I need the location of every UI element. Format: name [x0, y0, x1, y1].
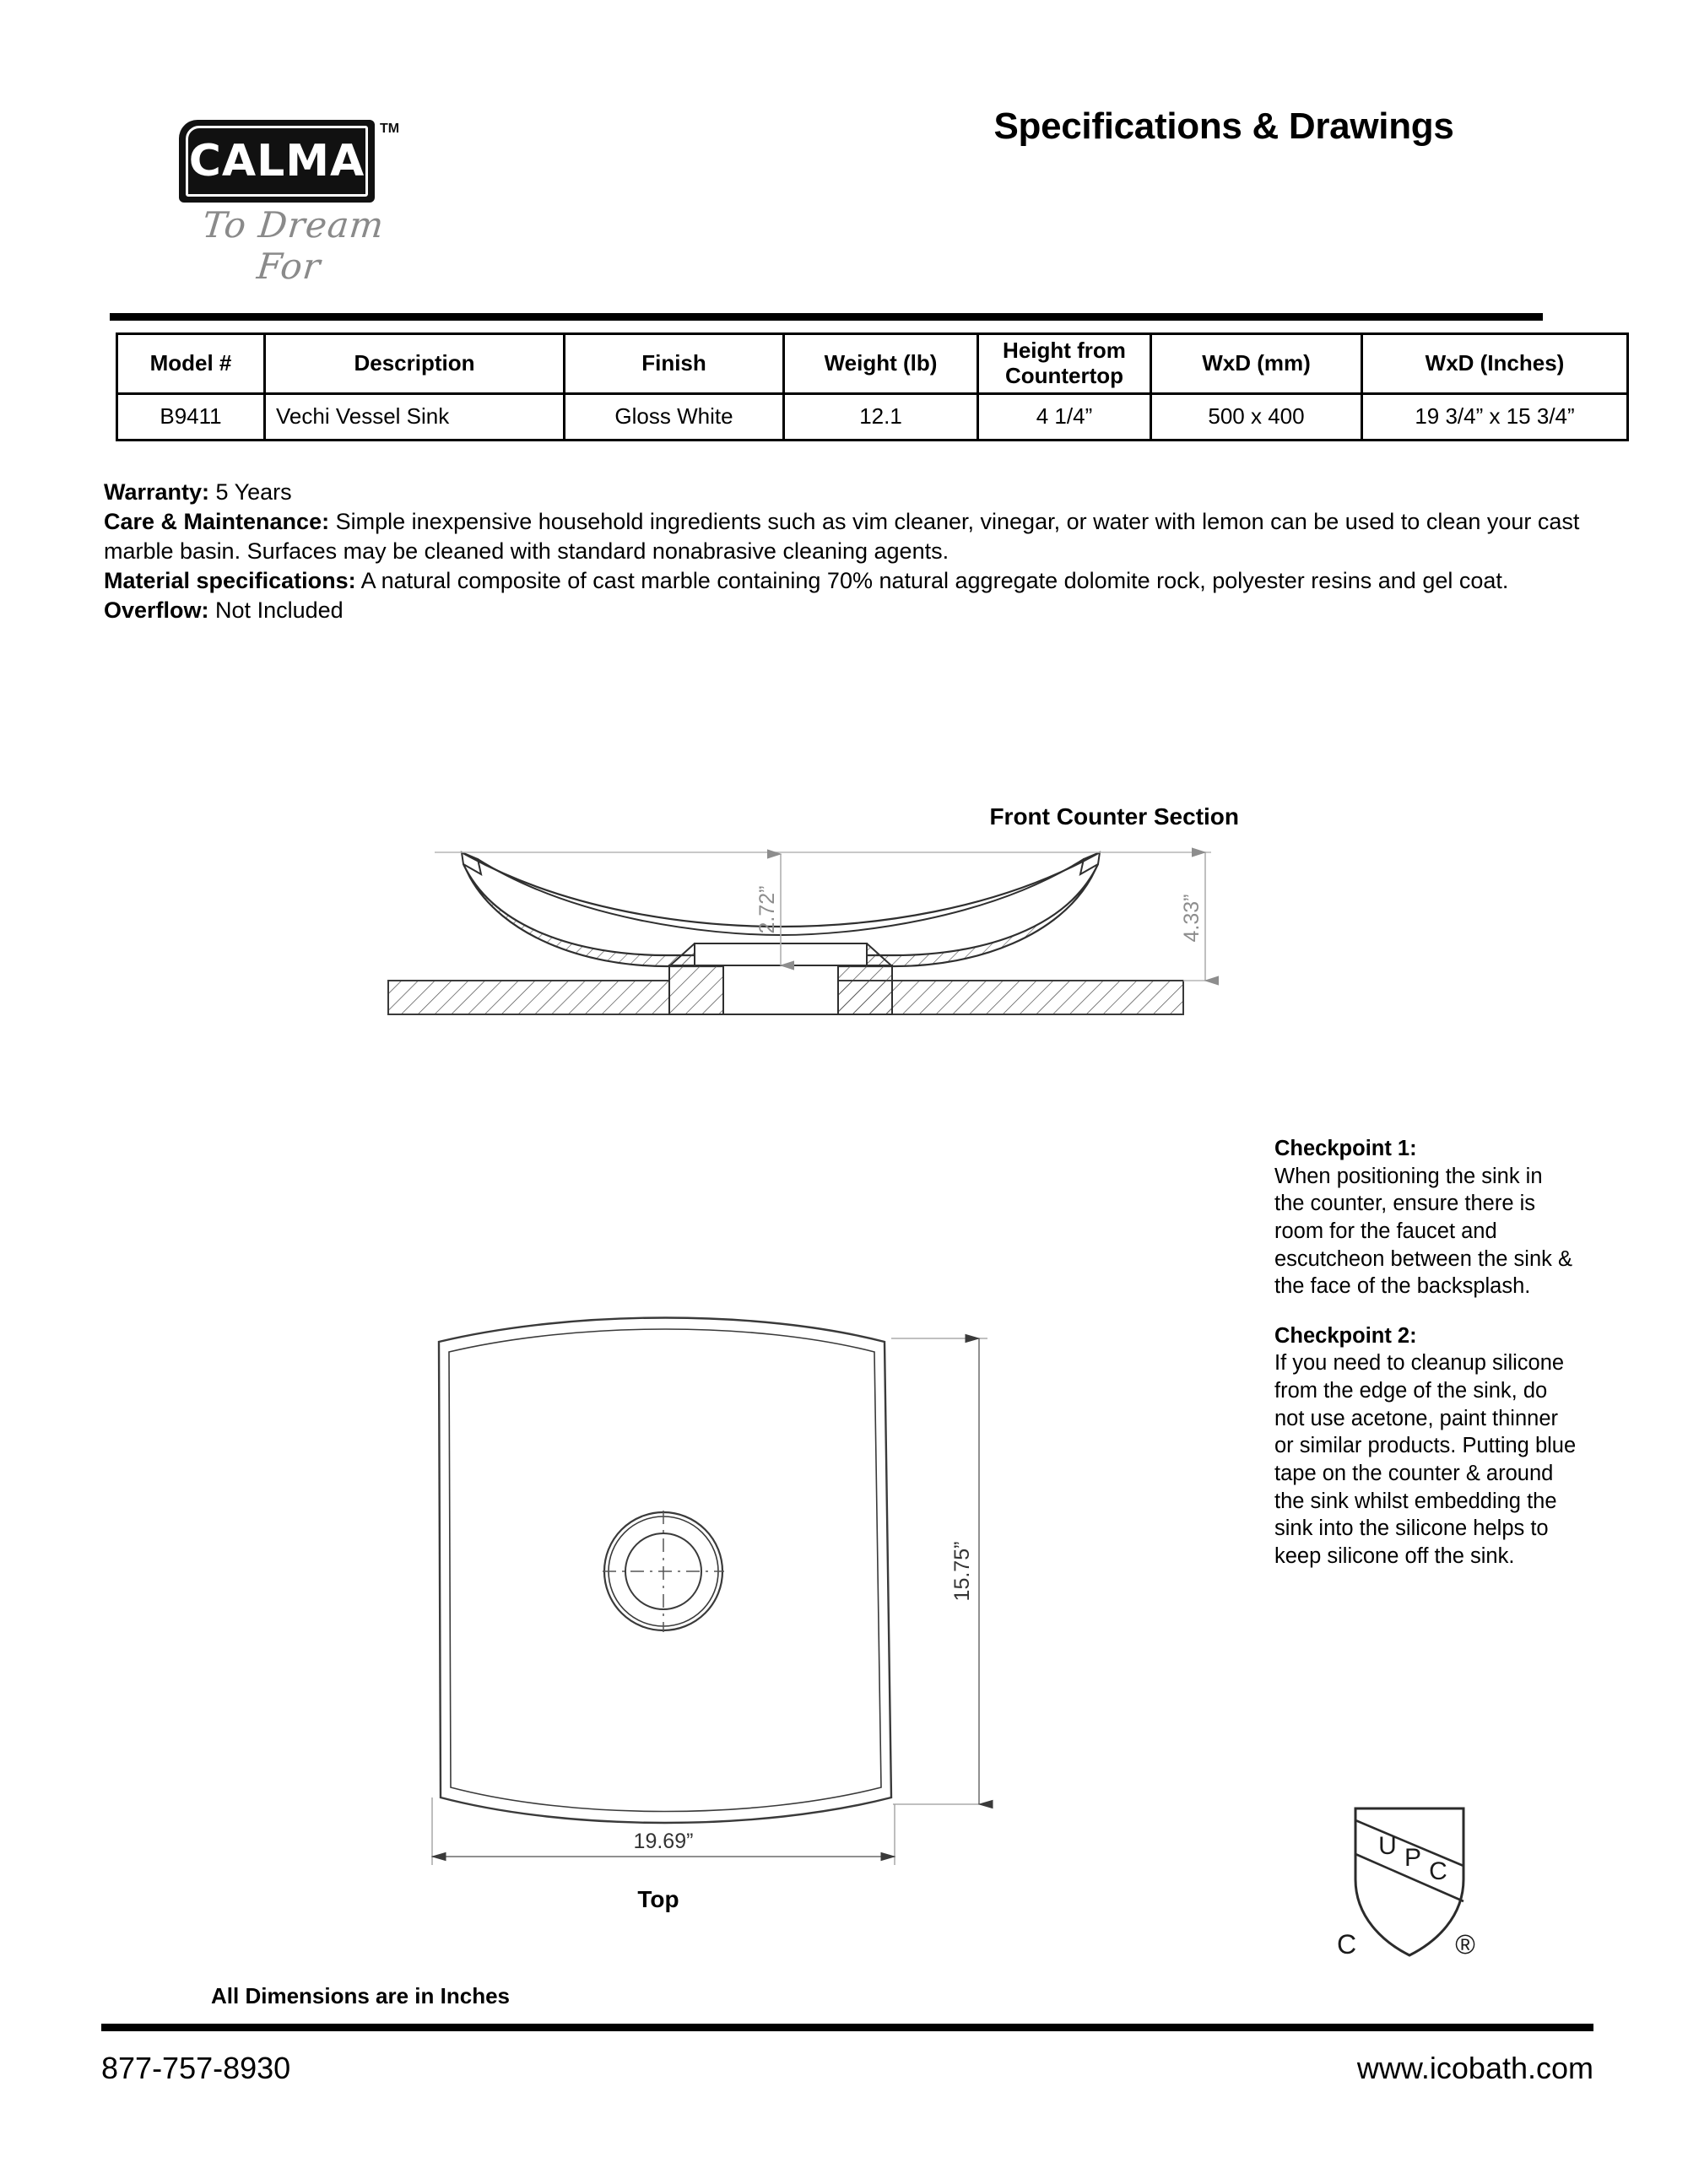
- footer-divider: [101, 2024, 1593, 2031]
- cell-model: B9411: [117, 394, 265, 441]
- checkpoints-panel: [1274, 1135, 1578, 1592]
- material-label: Material specifications:: [104, 568, 356, 594]
- warranty-line: [104, 478, 1589, 507]
- trademark-icon: TM: [380, 122, 400, 136]
- upc-certification-logo: [1325, 1802, 1494, 1966]
- shield-letter-u: U: [1378, 1832, 1397, 1860]
- cell-height: 4 1/4”: [978, 394, 1151, 441]
- material-value: A natural composite of cast marble containing 70% natural aggregate dolomite rock, polyester resins and gel coat.: [360, 568, 1509, 594]
- shield-letter-p: P: [1404, 1844, 1422, 1872]
- registered-trademark-icon: ®: [1455, 1929, 1475, 1960]
- warranty-label: Warranty:: [104, 479, 210, 505]
- column-header-weight: Weight (lb): [784, 334, 978, 394]
- column-header-model: Model #: [117, 334, 265, 394]
- checkpoint-2-heading: Checkpoint 2:: [1274, 1323, 1417, 1348]
- table-header-row: [117, 334, 1628, 394]
- overflow-line: [104, 596, 1589, 625]
- cell-description: Vechi Vessel Sink: [265, 394, 565, 441]
- dimension-width-label: 19.69”: [633, 1830, 694, 1853]
- dimension-inner-depth-label: 2.72”: [755, 885, 779, 934]
- footer-phone: 877-757-8930: [101, 2051, 291, 2085]
- dimension-overall-height: [1180, 852, 1205, 981]
- logo-badge: [179, 120, 375, 203]
- page-header: [0, 0, 1688, 312]
- top-view-drawing: [397, 1257, 1139, 1933]
- checkpoint-1-heading: Checkpoint 1:: [1274, 1137, 1417, 1160]
- material-line: [104, 566, 1589, 596]
- care-value: Simple inexpensive household ingredients such as vim cleaner, vinegar, or water with lemon can be used to clean your cast marble basin. Surfaces may be cleaned with standard nonabrasive cleaning agents.: [104, 509, 1580, 565]
- section-view-title: Front Counter Section: [989, 803, 1239, 830]
- column-header-height: Height from Countertop: [978, 334, 1151, 394]
- page-title: Specifications & Drawings: [993, 105, 1454, 147]
- cell-wxd-inches: 19 3/4” x 15 3/4”: [1362, 394, 1628, 441]
- top-view-caption: Top: [637, 1886, 679, 1912]
- care-line: [104, 507, 1589, 566]
- basin-outer-outline: [439, 1318, 891, 1824]
- checkpoint-2-body: If you need to cleanup silicone from the edge of the sink, do not use acetone, paint thinner or similar products. Putting blue tape on the counter & around the sink whilst embedding the sink into the silicone helps to keep silicone off the sink.: [1274, 1351, 1577, 1568]
- column-header-description: Description: [265, 334, 565, 394]
- checkpoint-1: [1274, 1135, 1578, 1300]
- top-view-svg: [397, 1257, 1139, 1933]
- logo-wordmark: CALMA: [188, 136, 365, 187]
- dimension-overall-height-label: 4.33”: [1180, 894, 1204, 943]
- brand-logo: [169, 120, 422, 287]
- cell-weight: 12.1: [784, 394, 978, 441]
- care-label: Care & Maintenance:: [104, 509, 330, 535]
- countertop-slab-left: [388, 981, 669, 1014]
- table-row: [117, 394, 1628, 441]
- warranty-value: 5 Years: [215, 479, 292, 505]
- shield-letter-c: C: [1429, 1857, 1447, 1885]
- specification-table: [116, 332, 1629, 441]
- dimension-depth-label: 15.75”: [950, 1541, 974, 1602]
- column-header-wxd-inches: WxD (Inches): [1362, 334, 1628, 394]
- header-divider: [110, 313, 1543, 321]
- upc-shield-svg: [1325, 1802, 1494, 1966]
- column-header-wxd-mm: WxD (mm): [1151, 334, 1362, 394]
- footer-website: www.icobath.com: [1356, 2051, 1593, 2085]
- dimensions-note: All Dimensions are in Inches: [211, 1983, 510, 2008]
- checkpoint-2: [1274, 1322, 1578, 1570]
- dimension-depth: [891, 1338, 987, 1804]
- cell-wxd-mm: 500 x 400: [1151, 394, 1362, 441]
- overflow-value: Not Included: [215, 597, 344, 624]
- column-header-finish: Finish: [565, 334, 784, 394]
- cell-finish: Gloss White: [565, 394, 784, 441]
- specification-notes: [104, 478, 1589, 625]
- front-counter-section-drawing: [354, 793, 1249, 1030]
- certification-left-mark: C: [1337, 1929, 1357, 1960]
- overflow-label: Overflow:: [104, 597, 209, 624]
- logo-tagline: To Dream For: [200, 204, 387, 287]
- checkpoint-1-body: When positioning the sink in the counter, ensure there is room for the faucet and escutcheon between the sink & the face of the backsplash.: [1274, 1164, 1572, 1299]
